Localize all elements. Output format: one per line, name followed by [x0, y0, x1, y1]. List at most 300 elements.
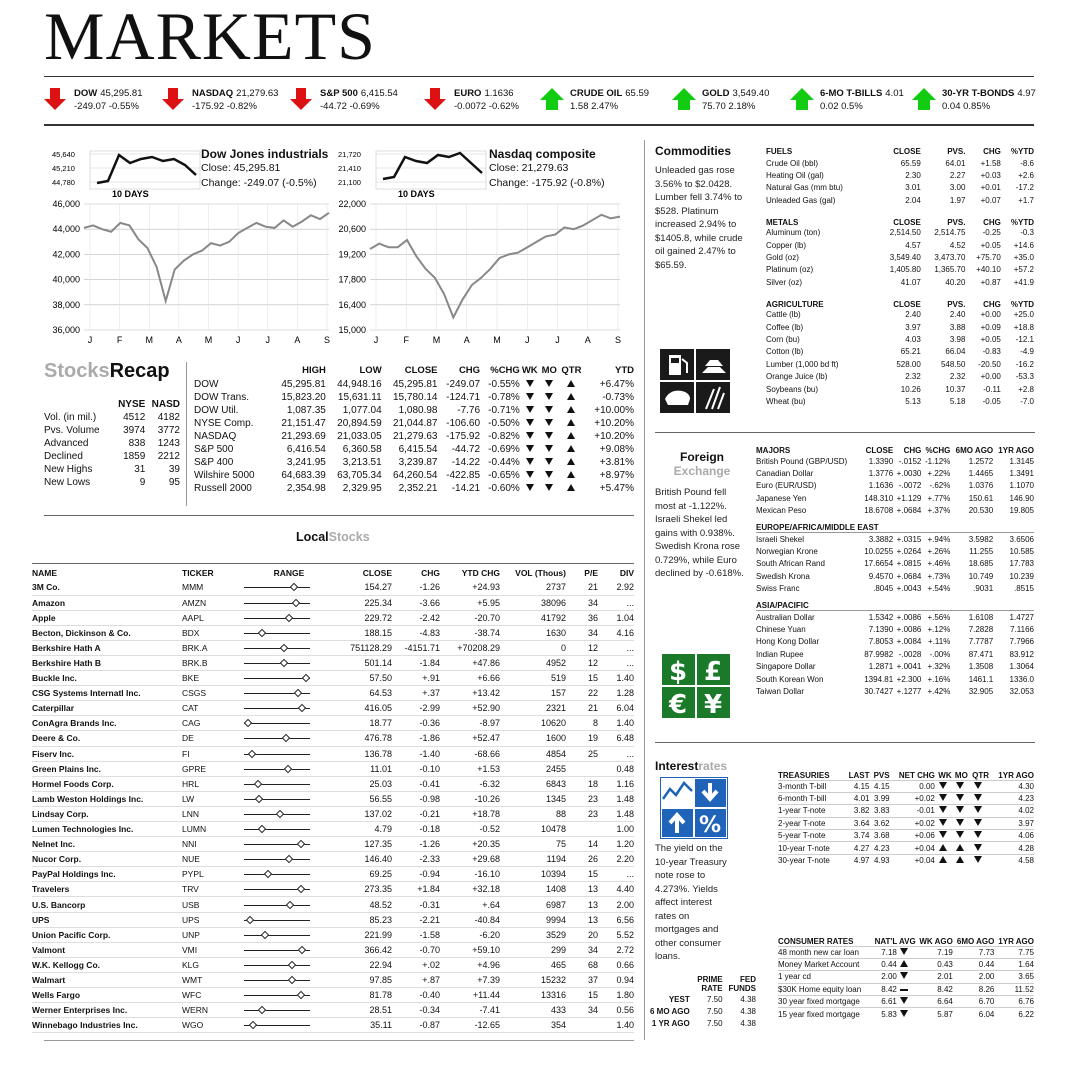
consumer-value: 7.75 — [1018, 947, 1034, 957]
stock-value: 48.52 — [369, 899, 392, 910]
currency-name: Hong Kong Dollar — [756, 637, 820, 647]
commodity-value: 2.32 — [949, 372, 966, 382]
stock-value: 6843 — [545, 778, 566, 789]
stock-value: 3529 — [545, 929, 566, 940]
stock-value: 23 — [587, 808, 598, 819]
currency-name: Singapore Dollar — [756, 662, 816, 672]
table-row — [32, 791, 634, 806]
fx-value: +.0030 — [896, 469, 922, 479]
range-bar — [244, 764, 310, 774]
stock-ticker: LW — [182, 793, 195, 804]
consumer-value: 8.42 — [881, 984, 897, 994]
treasury-value: +0.02 — [914, 794, 935, 804]
recap-value: 6,360.58 — [342, 444, 382, 455]
range-marker — [254, 780, 262, 788]
stock-name: Caterpillar — [32, 703, 75, 714]
stock-name: Becton, Dickinson & Co. — [32, 627, 131, 638]
commodity-value: +0.00 — [980, 310, 1001, 320]
stock-value: 10478 — [540, 824, 566, 835]
recap-value: -14.22 — [451, 457, 481, 468]
stock-name: Winnebago Industries Inc. — [32, 1020, 138, 1031]
stock-value: -0.10 — [419, 763, 440, 774]
stock-value: 1.48 — [616, 793, 634, 804]
commodity-header: CHG — [983, 146, 1001, 156]
fx-value: +.0264 — [896, 547, 922, 557]
table-row — [32, 882, 634, 897]
treasury-row — [778, 792, 1034, 804]
fx-value: 20.530 — [968, 506, 994, 516]
svg-text:%: % — [698, 813, 722, 838]
treasury-row — [778, 842, 1034, 854]
prime-row — [650, 1005, 756, 1017]
fx-row — [756, 505, 1034, 517]
mini-tick-label: 45,210 — [52, 164, 75, 173]
stock-ticker: GPRE — [182, 763, 207, 774]
range-bar — [244, 598, 310, 608]
range-marker — [282, 734, 290, 742]
commodity-value: 41.07 — [900, 277, 921, 287]
currency-name: Indian Rupee — [756, 649, 804, 659]
fx-row — [756, 570, 1034, 582]
fx-value: 9.4570 — [868, 571, 894, 581]
recap-value: 6,416.54 — [286, 444, 326, 455]
currency-name: Euro (EUR/USD) — [756, 481, 817, 491]
fx-value: +.22% — [927, 469, 951, 479]
index-name: Russell 2000 — [194, 483, 252, 494]
commodity-value: +2.6 — [1018, 171, 1034, 181]
range-bar — [244, 824, 310, 834]
fx-title-b: Exchange — [673, 464, 731, 478]
fx-value: .9031 — [973, 584, 994, 594]
stock-value: -0.21 — [419, 808, 440, 819]
stock-value: 5.52 — [616, 929, 634, 940]
stock-value: -10.26 — [474, 793, 500, 804]
commodity-name: Cattle (lb) — [766, 310, 801, 320]
treasury-value: +0.06 — [914, 831, 935, 841]
vol-nyse: 9 — [139, 477, 146, 488]
ticker-change: -175.92 -0.82% — [192, 101, 257, 112]
treasury-row — [778, 830, 1034, 842]
treasury-header: MO — [954, 770, 968, 780]
recap-value: 21,044.87 — [393, 418, 438, 429]
down-arrow-icon — [526, 484, 534, 491]
commodity-value: 2.32 — [905, 372, 921, 382]
fx-value: -.0028 — [898, 649, 922, 659]
commodity-value: +25.0 — [1013, 310, 1034, 320]
fx-value: -.0072 — [898, 481, 922, 491]
recap-ytd: +8.97% — [599, 470, 634, 481]
recap-value: 20,894.59 — [337, 418, 382, 429]
ticker-item — [424, 86, 552, 120]
range-bar — [244, 900, 310, 910]
range-marker — [298, 704, 306, 712]
table-row — [32, 701, 634, 716]
stock-value: 1600 — [545, 733, 566, 744]
commodity-value: -0.25 — [982, 228, 1001, 238]
commodity-value: 2.27 — [949, 171, 966, 181]
table-row — [32, 761, 634, 776]
range-marker — [297, 885, 305, 893]
series-line — [84, 213, 329, 301]
treasuries-table — [778, 754, 1034, 867]
commodity-header: %YTD — [1010, 299, 1034, 309]
commodity-value: +57.2 — [1013, 265, 1034, 275]
stock-value: -2.42 — [419, 612, 440, 623]
stock-value: 416.05 — [364, 703, 392, 714]
commodity-header: CHG — [983, 217, 1001, 227]
treasury-header: 1YR AGO — [998, 770, 1034, 780]
stock-value: -4.83 — [419, 627, 440, 638]
fx-value: +.0815 — [896, 559, 922, 569]
table-row — [32, 746, 634, 761]
stock-value: +18.78 — [472, 808, 500, 819]
fx-value: +.0315 — [896, 534, 922, 544]
mini-tick-label: 21,100 — [338, 178, 361, 187]
stock-name: CSG Systems Internatl Inc. — [32, 688, 141, 699]
svg-text:£: £ — [703, 657, 723, 687]
fx-value: 1336.0 — [1009, 674, 1034, 684]
down-arrow-icon — [545, 432, 553, 439]
consumer-header: 6MO AGO — [956, 936, 995, 946]
consumer-row — [778, 1008, 1034, 1020]
range-marker — [258, 825, 266, 833]
currency-name: Japanese Yen — [756, 493, 807, 503]
local-header: CHG — [421, 568, 440, 578]
ticker-item — [790, 86, 918, 120]
fx-value: 7.7966 — [1009, 637, 1034, 647]
dow-main-chart — [44, 200, 334, 355]
stock-value: -0.70 — [419, 944, 440, 955]
consumer-value: 1.64 — [1018, 960, 1034, 970]
stock-value: 41792 — [540, 612, 566, 623]
stock-ticker: LNN — [182, 808, 200, 819]
stock-value: 6987 — [545, 899, 566, 910]
y-tick-label: 46,000 — [52, 200, 80, 209]
right-column-divider — [644, 140, 645, 1040]
up-arrow-icon — [567, 406, 575, 413]
consumer-value: 5.87 — [937, 1009, 953, 1019]
commodity-value: 2.40 — [949, 310, 966, 320]
consumer-value: 2.00 — [881, 972, 897, 982]
range-bar — [244, 839, 310, 849]
x-tick-label: S — [614, 335, 622, 345]
range-marker — [294, 689, 302, 697]
down-arrow-icon — [900, 997, 908, 1004]
fx-value: 1.1636 — [868, 481, 894, 491]
stock-value: -8.97 — [479, 718, 500, 729]
range-bar — [244, 703, 310, 713]
table-row — [32, 897, 634, 912]
range-marker — [297, 840, 305, 848]
stock-value: -2.21 — [419, 914, 440, 925]
fx-value: .8045 — [873, 584, 894, 594]
fx-value: 83.912 — [1009, 649, 1034, 659]
stock-ticker: BRK.A — [182, 642, 208, 653]
range-bar — [244, 749, 310, 759]
stock-name: UPS — [32, 914, 50, 925]
recap-value: -0.69% — [488, 444, 520, 455]
commodity-value: -0.3 — [1020, 228, 1034, 238]
nasdaq-chart-title: Nasdaq composite — [489, 147, 596, 161]
fx-row — [756, 558, 1034, 570]
stock-value: 751128.29 — [350, 642, 392, 653]
ticker-value: 4.97 — [1017, 88, 1036, 99]
down-arrow-icon — [939, 794, 947, 801]
range-marker — [244, 719, 252, 727]
stock-value: 36 — [587, 612, 598, 623]
stock-value: 188.15 — [364, 627, 392, 638]
recap-value: -0.44% — [488, 457, 520, 468]
y-tick-label: 22,000 — [338, 200, 366, 209]
commodity-value: 5.18 — [949, 396, 966, 406]
fx-value: 17.6654 — [864, 559, 894, 569]
fx-group: MAJORS — [756, 446, 791, 455]
commodity-value: 2.30 — [905, 171, 921, 181]
commodity-row — [766, 346, 1034, 358]
ticker-change: 1.58 2.47% — [570, 101, 619, 112]
stock-name: Lindsay Corp. — [32, 808, 89, 819]
commodity-row — [766, 239, 1034, 251]
prime-value: 6 MO AGO — [650, 1007, 690, 1017]
recap-value: 21,293.69 — [281, 431, 326, 442]
fx-value: +.77% — [927, 493, 951, 503]
commodity-value: 4.03 — [905, 334, 921, 344]
fx-value: 1.3390 — [868, 456, 894, 466]
down-arrow-icon — [545, 380, 553, 387]
stock-value: ... — [626, 658, 634, 669]
ticker-name: GOLD — [702, 88, 730, 99]
commodity-value: 64.01 — [945, 158, 966, 168]
stock-value: 8 — [592, 718, 598, 729]
stock-ticker: USB — [182, 899, 200, 910]
recap-value: 44,948.16 — [337, 379, 382, 390]
prime-value: 4.38 — [740, 1007, 756, 1017]
range-bar — [244, 733, 310, 743]
stock-value: 154.27 — [364, 582, 392, 593]
x-tick-label: J — [235, 335, 241, 345]
fx-value: 1394.81 — [864, 674, 894, 684]
ticker-item — [290, 86, 418, 120]
stock-value: 14 — [587, 839, 598, 850]
fx-row — [756, 673, 1034, 685]
vol-nyse: 4512 — [123, 412, 146, 423]
commodity-value: +41.9 — [1013, 277, 1034, 287]
commodity-value: +1.58 — [980, 158, 1001, 168]
recap-value: -0.55% — [488, 379, 520, 390]
down-arrow-icon — [545, 458, 553, 465]
fx-value: +.42% — [927, 686, 951, 696]
commodity-value: 66.04 — [945, 347, 966, 357]
recap-header: HIGH — [302, 364, 326, 376]
x-tick-label: A — [463, 335, 470, 345]
stock-value: 273.35 — [364, 884, 392, 895]
stock-value: 0 — [560, 642, 566, 653]
stock-value: 1.48 — [616, 808, 634, 819]
ticker-item — [44, 86, 172, 120]
stock-value: 1.04 — [616, 612, 634, 623]
nasdaq-chart — [330, 140, 630, 355]
fx-value: 87.471 — [968, 649, 994, 659]
treasury-value: 4.01 — [853, 794, 870, 804]
index-name: NYSE Comp. — [194, 418, 254, 429]
down-arrow-icon — [939, 806, 947, 813]
commodity-value: 3,473.70 — [934, 253, 966, 263]
recap-header: QTR — [561, 364, 582, 376]
stock-value: -1.84 — [419, 658, 440, 669]
x-tick-label: J — [265, 335, 270, 345]
treasury-value: 4.28 — [1018, 843, 1034, 853]
commodity-name: Wheat (bu) — [766, 396, 806, 406]
table-row — [32, 595, 634, 610]
down-arrow-icon — [526, 432, 534, 439]
green-up-arrow-icon — [540, 88, 562, 110]
x-tick-label: F — [403, 335, 409, 345]
stock-value: 519 — [550, 673, 566, 684]
x-tick-label: F — [116, 335, 123, 345]
stock-value: 1.00 — [616, 824, 634, 835]
table-row — [32, 927, 634, 942]
range-bar — [244, 1020, 310, 1030]
stock-value: -0.41 — [419, 778, 440, 789]
stock-value: +32.18 — [472, 884, 500, 895]
commodity-value: 548.50 — [940, 359, 966, 369]
consumer-row — [778, 971, 1034, 983]
fx-row — [756, 636, 1034, 648]
commodity-value: 4.52 — [949, 240, 966, 250]
commodity-value: +14.6 — [1013, 240, 1034, 250]
treasury-name: 30-year T-note — [778, 856, 830, 866]
stock-value: 11.01 — [370, 763, 392, 774]
treasury-value: 4.30 — [1018, 781, 1034, 791]
fx-header: CHG — [903, 446, 922, 455]
commodity-value: +0.07 — [980, 195, 1001, 205]
y-tick-label: 40,000 — [52, 274, 80, 285]
down-arrow-icon — [526, 471, 534, 478]
up-arrow-icon — [956, 844, 964, 851]
commodity-name: Gold (oz) — [766, 253, 799, 263]
stock-name: Wells Fargo — [32, 990, 81, 1001]
stock-ticker: UPS — [182, 914, 200, 925]
x-tick-label: A — [175, 335, 182, 345]
stock-name: PayPal Holdings Inc. — [32, 869, 116, 880]
commodity-value: +75.70 — [976, 253, 1001, 263]
recap-ytd: -0.73% — [602, 392, 634, 403]
stock-value: 75 — [555, 839, 566, 850]
down-arrow-icon — [900, 1010, 908, 1017]
stock-name: Lamb Weston Holdings Inc. — [32, 793, 144, 804]
consumer-value: 7.18 — [881, 947, 897, 957]
stock-ticker: CAT — [182, 703, 199, 714]
currency-icon-graphic — [662, 654, 730, 718]
stock-value: 0.56 — [616, 1005, 634, 1016]
stock-value: 1.40 — [616, 1020, 634, 1031]
treasury-value: 4.93 — [874, 856, 890, 866]
table-row — [32, 806, 634, 821]
consumer-value: 6.22 — [1018, 1009, 1034, 1019]
range-marker — [302, 674, 310, 682]
stock-name: Berkshire Hath A — [32, 642, 101, 653]
recap-value: 6,415.54 — [398, 444, 438, 455]
down-arrow-icon — [526, 458, 534, 465]
stock-value: 157 — [550, 688, 566, 699]
stock-value: 81.78 — [369, 990, 392, 1001]
stock-name: Hormel Foods Corp. — [32, 778, 114, 789]
recap-value: 21,033.05 — [337, 431, 382, 442]
range-marker — [290, 583, 298, 591]
recap-row — [194, 404, 634, 417]
commodity-value: 2.04 — [905, 195, 921, 205]
fx-row — [756, 623, 1034, 635]
recap-row — [194, 430, 634, 443]
fx-row — [756, 492, 1034, 504]
table-row — [32, 625, 634, 640]
recap-row — [194, 391, 634, 404]
prime-value: 7.50 — [707, 1007, 723, 1017]
table-row — [32, 731, 634, 746]
stock-value: 88 — [555, 808, 566, 819]
consumer-header: NAT'L AVG — [874, 936, 916, 946]
stock-value: 465 — [550, 959, 566, 970]
treasury-name: 5-year T-note — [778, 831, 826, 841]
range-bar — [244, 628, 310, 638]
up-arrow-icon — [939, 844, 947, 851]
commodity-name: Aluminum (ton) — [766, 228, 821, 238]
table-row — [32, 852, 634, 867]
commodities-blurb: Unleaded gas rose 3.56% to $2.0428. Lumber fell 3.74% to $528. Platinum increased 2.94% to $1405.8, while crude oil gained 2.47% to $65.59. — [655, 165, 743, 271]
consumer-value: 6.61 — [881, 997, 897, 1007]
fx-value: -1.12% — [924, 456, 951, 466]
down-arrow-icon — [939, 831, 947, 838]
local-header: CLOSE — [362, 568, 392, 578]
vol-nasd: 2212 — [157, 451, 180, 462]
fx-value: 10.749 — [968, 571, 994, 581]
fx-value: +.1277 — [896, 686, 922, 696]
currency-name: Mexican Peso — [756, 506, 807, 516]
local-title — [296, 530, 370, 544]
commodity-value: -0.05 — [982, 396, 1001, 406]
stock-value: 2.92 — [616, 582, 634, 593]
fx-row — [756, 455, 1034, 467]
recap-divider — [186, 362, 187, 506]
stock-value: 1630 — [545, 627, 566, 638]
y-tick-label: 44,000 — [52, 224, 80, 235]
vol-nasd: 95 — [168, 477, 180, 488]
local-stocks-table — [32, 566, 634, 1033]
mini-tick-label: 45,640 — [52, 150, 75, 159]
commodity-value: 1.97 — [949, 195, 966, 205]
range-marker — [258, 1006, 266, 1014]
recap-value: 2,352.21 — [398, 483, 438, 494]
ticker-change: -0.0072 -0.62% — [454, 101, 519, 112]
index-name: Wilshire 5000 — [194, 470, 255, 481]
stock-value: 1.16 — [616, 778, 634, 789]
recap-value: 64,683.39 — [281, 470, 326, 481]
fx-value: 19.805 — [1009, 506, 1034, 516]
recap-header: CLOSE — [404, 364, 438, 376]
table-row — [32, 655, 634, 670]
fx-value: 10.585 — [1009, 547, 1034, 557]
stock-value: -2.99 — [419, 703, 440, 714]
stock-value: +20.35 — [472, 839, 500, 850]
vol-nyse: 838 — [128, 438, 146, 449]
commodity-name: Corn (bu) — [766, 334, 800, 344]
commodity-value: +40.10 — [976, 265, 1001, 275]
stock-value: 1345 — [545, 793, 566, 804]
fx-row — [756, 583, 1034, 595]
ticker-name: 6-MO T-BILLS — [820, 88, 883, 99]
consumer-rate-name: $30K Home equity loan — [778, 984, 862, 994]
recap-value: -44.72 — [451, 444, 481, 455]
